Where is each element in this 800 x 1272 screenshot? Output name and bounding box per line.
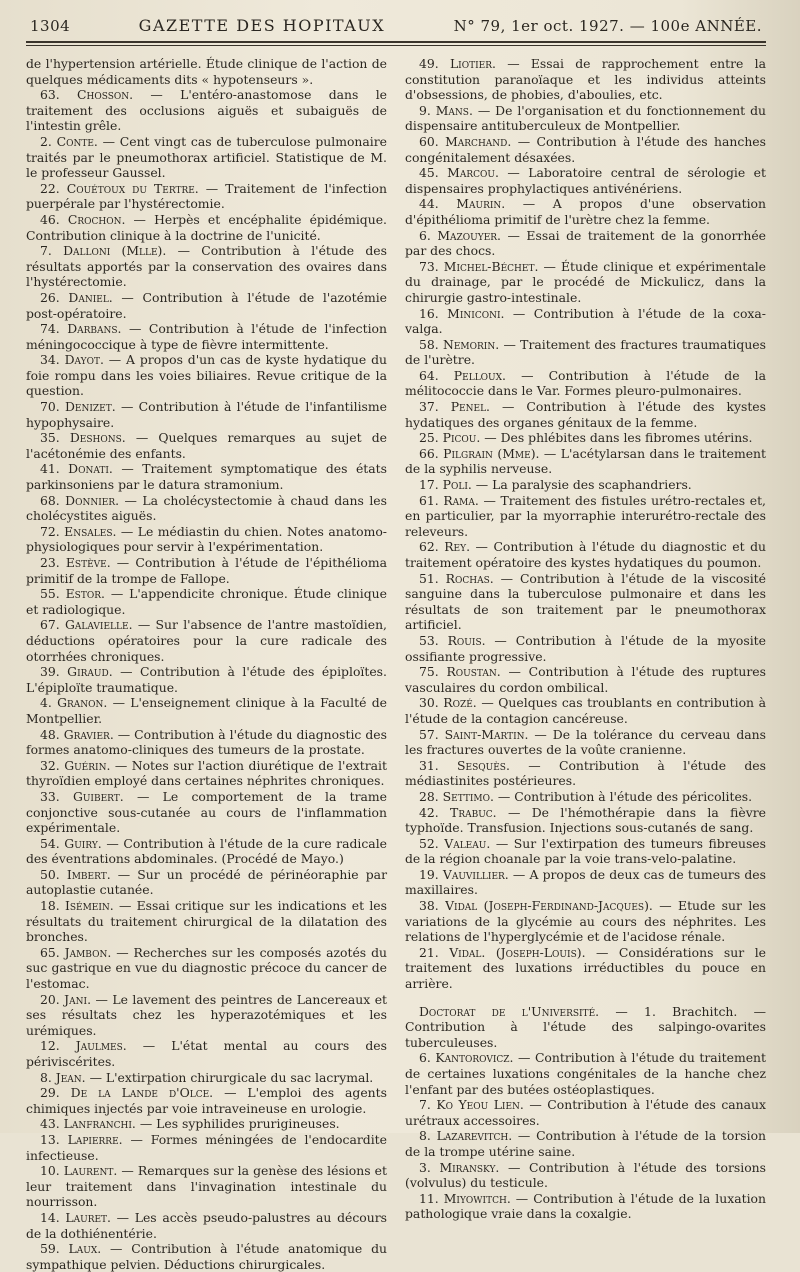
author-name: 35. Deshons. [40,430,126,446]
author-name: 66. Pilgrain (Mme). [419,445,540,461]
author-name: 29. De la Lande d'Olce. [40,1085,214,1101]
thesis-title: — Contribution à l'étude de la coxa-valga. [405,305,766,337]
author-name: 41. Donati. [40,461,113,477]
thesis-entry [405,446,766,477]
thesis-title: — Contribution à l'étude de la luxation pathologique vraie dans la coxalgie. [405,1190,766,1222]
author-name: 20. Jani. [40,991,92,1007]
thesis-entry [405,695,766,726]
thesis-title: — Contribution à l'étude de l'azotémie post-opératoire. [26,289,388,321]
thesis-entry [405,1004,766,1051]
running-header [26,10,766,39]
thesis-entry [26,789,387,836]
thesis-entry [405,1191,766,1222]
author-name: 12. Jaulmes. [40,1038,127,1054]
thesis-title: — Herpès et encéphalite épidémique. Contribution clinique à la doctrine de l'unicité. [26,211,387,243]
author-name: 34. Dayot. [40,352,104,368]
author-name: 51. Rochas. [419,570,494,586]
thesis-title: — 1. Brachitch. — Contribution à l'étude des salpingo-ovarites tuberculeuses. [405,1003,766,1050]
author-name: 31. Sesquès. [419,757,510,773]
author-name: 7. Dalloni (Mlle). [40,243,167,259]
thesis-entry [405,867,766,898]
thesis-title: — Essai critique sur les indications et les résultats du traitement chirurgical de la dilatation des bronches. [26,898,387,945]
thesis-entry [26,1085,387,1116]
author-name: 58. Nemorin. [419,336,500,352]
thesis-entry [26,290,387,321]
thesis-entry [405,1128,766,1159]
thesis-title: — Contribution à l'étude des résultats apportés par la conservation des ovaires dans l'hystérectomie. [26,243,387,290]
thesis-entry [405,368,766,399]
thesis-entry [26,1241,387,1272]
thesis-entry [26,181,387,212]
section-gap [405,992,766,1004]
thesis-title: — De l'hémothérapie dans la fièvre typhoïde. Transfusion. Injections sous-cutanés de sang. [405,804,766,836]
thesis-list [26,56,766,1272]
author-name: 44. Maurin. [419,196,506,212]
author-name: 25. Picou. [419,430,481,446]
thesis-entry [26,1132,387,1163]
thesis-title: — Sur l'extirpation des tumeurs fibreuses de la région choanale par la voie trans-velo-palatine. [405,835,767,867]
thesis-title: de l'hypertension artérielle. Étude clinique de l'action de quelques médicaments dits « hypotenseurs ». [26,56,387,87]
thesis-entry [26,461,387,492]
author-name: 10. Laurent. [40,1163,118,1179]
author-name: 32. Guérin. [40,757,111,773]
author-name: 37. Penel. [419,399,490,415]
thesis-title: — Les accès pseudo-palustres au décours de la dothiénentérie. [26,1209,387,1241]
thesis-title: — A propos d'une observation d'épithélioma primitif de l'urètre chez la femme. [405,196,766,227]
thesis-entry [405,758,766,789]
author-name: 9. Mans. [419,102,473,118]
author-name: 65. Jambon. [40,944,112,960]
author-name: 52. Valeau. [419,835,491,851]
author-name: 63. Chosson. [40,87,134,103]
author-name: 33. Guibert. [40,788,124,804]
thesis-title: — Quelques remarques au sujet de l'acétonémie des enfants. [26,430,387,461]
author-name: 7. Ko Yeou Lien. [419,1097,524,1113]
thesis-title: — L'appendicite chronique. Étude clinique et radiologique. [26,586,387,617]
thesis-title: — Contribution à l'étude des ruptures vasculaires du cordon ombilical. [405,664,766,695]
thesis-entry [26,134,387,181]
thesis-title: — Contribution à l'étude des épiploïtes. L'épiploïte traumatique. [26,664,387,695]
author-name: 30. Rozé. [419,695,477,711]
thesis-entry [405,1050,766,1097]
author-name: 13. Lapierre. [40,1131,123,1147]
thesis-title: — De l'organisation et du fonctionnement du dispensaire antituberculeux de Montpellier. [405,102,766,134]
thesis-title: — Contribution à l'étude de la myosite ossifiante progressive. [405,632,766,664]
author-name: 28. Settimo. [419,788,494,804]
thesis-entry [405,664,766,695]
thesis-title: — Traitement des fractures traumatiques de l'urètre. [405,336,766,368]
thesis-entry [405,898,766,945]
thesis-entry [405,836,766,867]
thesis-title: — Notes sur l'action diurétique de l'extrait thyroïdien employé dans certaines néphrites chroniques. [26,757,387,789]
author-name: 14. Lauret. [40,1209,111,1225]
thesis-title: — Traitement symptomatique des états parkinsoniens par le datura stramonium. [26,461,387,493]
thesis-entry [26,945,387,992]
thesis-title: — Contribution à l'étude des torsions (volvulus) du testicule. [405,1159,766,1191]
thesis-entry [26,87,387,134]
thesis-title: — Contribution à l'étude de l'infection méningococcique à type de fièvre intermittente. [26,321,387,352]
author-name: 11. Miyowitch. [419,1190,511,1206]
thesis-entry [26,399,387,430]
thesis-entry [405,571,766,633]
author-name: 53. Rouis. [419,632,486,648]
thesis-entry [405,493,766,540]
author-name: 62. Rey. [419,539,471,555]
author-name: 8. Jean. [40,1069,86,1085]
thesis-title: — Quelques cas troublants en contribution à l'étude de la contagion cancéreuse. [405,695,766,726]
thesis-entry [405,945,766,992]
author-name: 49. Liotier. [419,56,496,71]
thesis-title: — Formes méningées de l'endocardite infectieuse. [26,1131,387,1163]
thesis-entry [26,1038,387,1069]
author-name: 3. Miransky. [419,1159,500,1175]
thesis-entry [405,1160,766,1191]
thesis-entry [26,555,387,586]
thesis-entry [26,758,387,789]
author-name: 50. Imbert. [40,866,111,882]
thesis-title: — Le comportement de la trame conjonctive sous-cutanée au cours de l'inflammation expérimentale. [26,788,387,836]
journal-title: GAZETTE DES HOPITAUX [138,16,386,35]
thesis-entry [405,103,766,134]
thesis-title: — Contribution à l'étude de l'épithélioma primitif de la trompe de Fallope. [26,555,388,586]
thesis-entry [26,430,387,461]
author-name: 64. Pelloux. [419,367,506,383]
thesis-entry [26,1070,387,1086]
author-name: 57. Saint-Martin. [419,726,529,742]
right-column [405,56,766,1272]
thesis-entry [26,898,387,945]
issue-info: N° 79, 1er oct. 1927. — 100e ANNÉE. [453,17,762,35]
thesis-entry [405,1097,766,1128]
author-name: 68. Donnier. [40,492,120,508]
thesis-title: — Contribution à l'étude des hanches congénitalement désaxées. [405,133,767,165]
thesis-entry [405,477,766,493]
thesis-title: — L'extirpation chirurgicale du sac lacrymal. [85,1069,374,1085]
thesis-title: — La paralysie des scaphandriers. [471,477,692,493]
thesis-title: — Remarques sur la genèse des lésions et leur traitement dans l'invagination intestinale du nourrisson. [26,1163,387,1210]
thesis-entry [405,259,766,306]
author-name: 48. Gravier. [40,726,114,742]
author-name: 2. Conte. [40,133,98,149]
thesis-title: — Le lavement des peintres de Lancereaux et ses résultats chez les hyperazotémiques et les urémiques. [26,991,388,1038]
author-name: 73. Michel-Béchet. [419,258,539,274]
thesis-entry [405,56,766,103]
thesis-title: — Contribution à l'étude de l'infantilisme hypophysaire. [26,399,387,430]
thesis-title: — Contribution à l'étude des kystes hydatiques des organes génitaux de la femme. [405,399,766,430]
author-name: 39. Giraud. [40,664,113,680]
author-name: 60. Marchand. [419,133,512,149]
header-rule-thin [26,45,766,46]
thesis-title: — A propos d'un cas de kyste hydatique du foie rompu dans les voies biliaires. Revue critique de la question. [26,352,387,399]
author-name: 18. Isémein. [40,898,114,914]
thesis-title: — Cent vingt cas de tuberculose pulmonaire traités par le pneumothorax artificiel. Statistique de M. le professeur Gaussel. [26,133,388,181]
thesis-title: — Contribution à l'étude de la mélitococcie dans le Var. Formes pleuro-pulmonaires. [405,367,766,399]
author-name: 26. Daniel. [40,289,113,305]
thesis-entry [26,992,387,1039]
header-rule [26,41,766,43]
thesis-title: — Considérations sur le traitement des luxations irréductibles du pouce en arrière. [405,944,766,992]
author-name: 70. Denizet. [40,399,116,415]
thesis-title: — L'enseignement clinique à la Faculté de Montpellier. [26,695,387,726]
thesis-entry [26,836,387,867]
thesis-title: — Essai de traitement de la gonorrhée par des chocs. [405,227,766,259]
thesis-entry [26,524,387,555]
author-name: 59. Laux. [40,1241,102,1257]
thesis-title: — L'entéro-anastomose dans le traitement des occlusions aiguës et subaiguës de l'intestin grêle. [26,87,388,134]
author-name: 67. Galavielle. [40,617,133,633]
thesis-entry [405,430,766,446]
thesis-entry [405,539,766,570]
author-name: 19. Vauvillier. [419,866,509,882]
thesis-entry [26,727,387,758]
thesis-title: — Traitement des fistules urétro-rectales et, en particulier, par la myorraphie interurétro-rectale des releveurs. [405,492,766,539]
thesis-title: — Des phlébites dans les fibromes utérins. [480,430,753,446]
thesis-entry [405,805,766,836]
author-name: 61. Rama. [419,492,479,508]
thesis-title: — Recherches sur les composés azotés du suc gastrique en vue du diagnostic précoce du cancer de l'estomac. [26,944,387,992]
thesis-entry [405,789,766,805]
thesis-title: — Contribution à l'étude du traitement de certaines luxations congénitales de la hanche chez l'enfant par des butées ostéoplastiques. [405,1050,766,1097]
thesis-title: — Contribution à l'étude des canaux urétraux accessoires. [405,1097,767,1128]
thesis-entry [405,337,766,368]
thesis-entry [405,306,766,337]
thesis-title: — L'acétylarsan dans le traitement de la syphilis nerveuse. [405,445,766,477]
thesis-title: — De la tolérance du cerveau dans les fractures ouvertes de la voûte cranienne. [405,726,767,758]
thesis-title: — L'emploi des agents chimiques injectés par voie intraveineuse en urologie. [26,1085,387,1116]
author-name: 75. Roustan. [419,664,501,680]
author-name: 16. Miniconi. [419,305,505,321]
thesis-entry [405,196,766,227]
author-name: 4. Granon. [40,695,108,711]
thesis-entry [26,586,387,617]
thesis-title: — Contribution à l'étude de la cure radicale des éventrations abdominales. (Procédé de Mayo.) [26,835,387,867]
thesis-title: — Les syphilides prurigineuses. [135,1116,340,1132]
thesis-entry [26,1210,387,1241]
thesis-title: — Laboratoire central de sérologie et dispensaires prophylactiques antivénériens. [405,165,766,196]
thesis-title: — L'état mental au cours des périviscérites. [26,1038,387,1069]
author-name: 46. Crochon. [40,211,126,227]
author-name: 45. Marcou. [419,165,499,181]
thesis-entry [26,493,387,524]
thesis-title: — Essai de rapprochement entre la constitution paranoïaque et les individus atteints d'obsessions, de phobies, d'aboulies, etc. [405,56,766,103]
thesis-title: — Sur un procédé de périnéoraphie par autoplastie cutanée. [26,866,387,898]
thesis-entry [26,243,387,290]
author-name: 17. Poli. [419,477,472,493]
thesis-entry [26,867,387,898]
thesis-title: — Le médiastin du chien. Notes anatomo-physiologiques pour servir à l'expérimentation. [26,523,387,555]
thesis-entry [405,633,766,664]
thesis-entry [26,695,387,726]
author-name: 55. Estor. [40,586,105,602]
thesis-title: — Contribution à l'étude du diagnostic et du traitement opératoire des kystes hydatiques du poumon. [405,539,766,570]
author-name: 43. Lanfranchi. [40,1116,136,1132]
author-name: 38. Vidal (Joseph-Ferdinand-Jacques). [419,898,653,914]
thesis-entry [405,727,766,758]
thesis-title: — Contribution à l'étude anatomique du sympathique pelvien. Déductions chirurgicales. [26,1241,387,1272]
author-name: 74. Darbans. [40,321,122,337]
author-name: 72. Ensales. [40,523,117,539]
thesis-entry [26,352,387,399]
author-name: 54. Guiry. [40,835,102,851]
thesis-title: — A propos de deux cas de tumeurs des maxillaires. [405,866,766,898]
thesis-title: — La cholécystectomie à chaud dans les cholécystites aiguës. [26,492,387,524]
thesis-title: — Étude clinique et expérimentale du drainage, par le procédé de Mickulicz, dans la chirurgie gastro-intestinale. [405,258,766,305]
thesis-entry [26,56,387,87]
author-name: 23. Estève. [40,555,111,570]
thesis-title: — Contribution à l'étude du diagnostic des formes anatomo-cliniques des tumeurs de la prostate. [26,726,387,758]
thesis-entry [26,321,387,352]
author-name: Doctorat de l'Université. [419,1003,600,1019]
thesis-title: — Contribution à l'étude de la torsion de la trompe utérine saine. [405,1128,767,1159]
thesis-entry [26,1116,387,1132]
thesis-title: — Etude sur les variations de la glycémie au cours des néphrites. Les relations de l'hyperglycémie et de l'acidose rénale. [405,898,766,945]
author-name: 42. Trabuc. [419,804,497,820]
page-number: 1304 [30,17,71,35]
thesis-title: — Contribution à l'étude de la viscosité sanguine dans la tuberculose pulmonaire et dans les résultats de son traitement par le pneumothorax artificiel. [405,570,766,633]
thesis-title: — Contribution à l'étude des péricolites. [493,788,753,804]
thesis-title: — Contribution à l'étude des médiastinites postérieures. [405,757,766,789]
thesis-entry [26,664,387,695]
thesis-title: — Traitement de l'infection puerpérale par l'hystérectomie. [26,180,387,212]
thesis-entry [26,212,387,243]
author-name: 6. Kantorovicz. [419,1050,514,1066]
thesis-entry [26,1163,387,1210]
thesis-entry [405,134,766,165]
author-name: 22. Couétoux du Tertre. [40,180,199,196]
thesis-entry [26,617,387,664]
author-name: 8. Lazarevitch. [419,1128,513,1144]
author-name: 21. Vidal. (Joseph-Louis). [419,944,586,960]
author-name: 6. Mazouyer. [419,227,501,243]
thesis-entry [405,228,766,259]
thesis-entry [405,399,766,430]
left-column [26,56,387,1272]
thesis-title: — Sur l'absence de l'antre mastoïdien, déductions opératoires pour la cure radicale des otorrhées chroniques. [26,617,387,664]
thesis-entry [405,165,766,196]
